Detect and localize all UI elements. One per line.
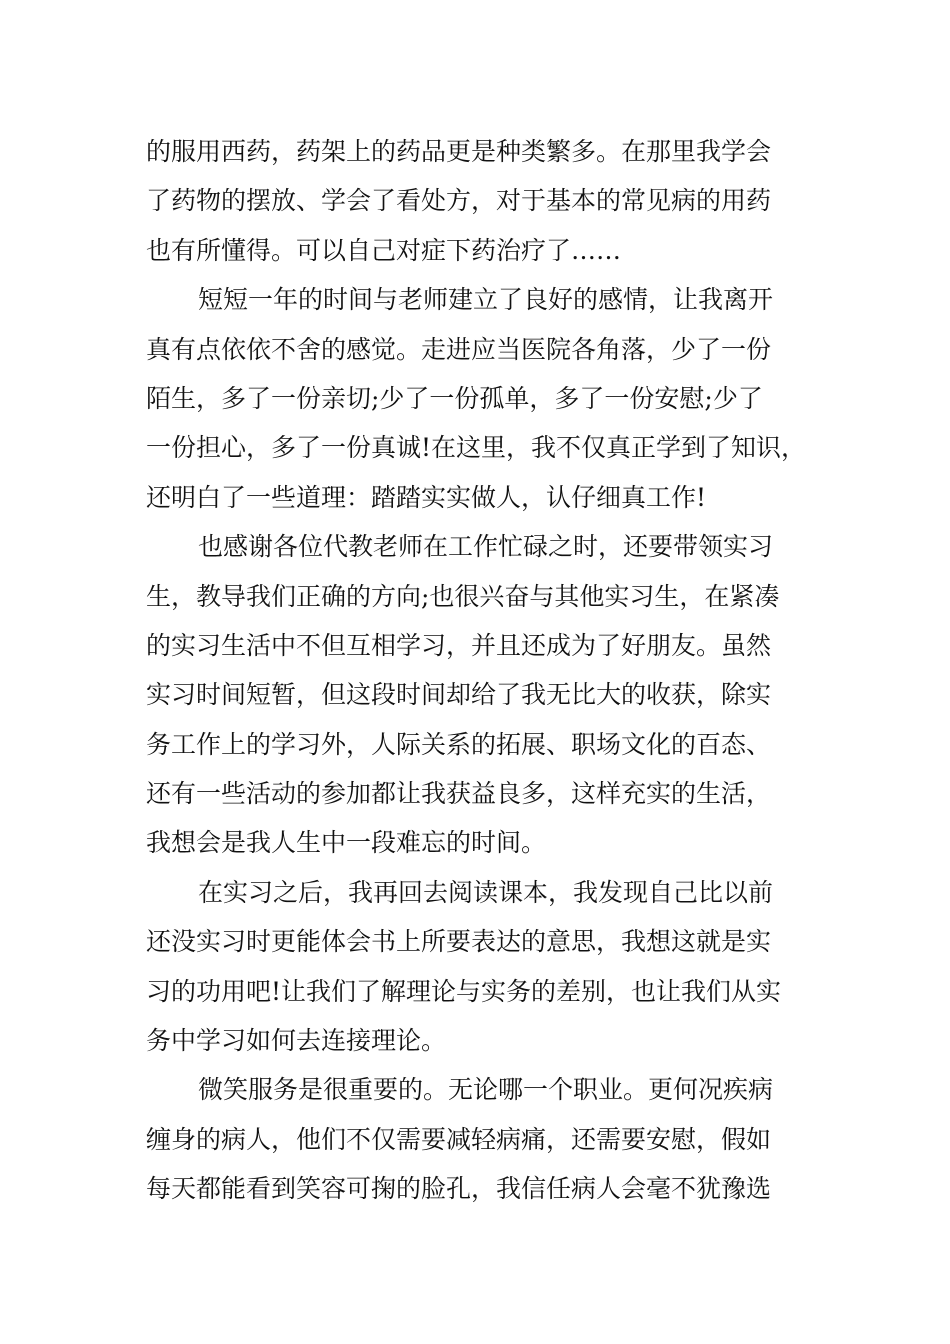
text-line: 陌生，多了一份亲切;少了一份孤单，多了一份安慰;少了 xyxy=(146,383,763,413)
text-line: 了药物的摆放、学会了看处方，对于基本的常见病的用药 xyxy=(146,186,772,216)
text-line: 生，教导我们正确的方向;也很兴奋与其他实习生，在紧凑 xyxy=(146,581,780,611)
text-line: 缠身的病人，他们不仅需要减轻病痛，还需要安慰，假如 xyxy=(146,1124,772,1154)
text-line: 务中学习如何去连接理论。 xyxy=(146,1026,447,1056)
text-line: 还有一些活动的参加都让我获益良多，这样充实的生活， xyxy=(146,779,772,809)
text-line: 的实习生活中不但互相学习，并且还成为了好朋友。虽然 xyxy=(146,630,772,660)
text-line: 也有所懂得。可以自己对症下药治疗了…… xyxy=(146,235,622,265)
text-line: 每天都能看到笑容可掬的脸孔，我信任病人会毫不犹豫选 xyxy=(146,1174,772,1204)
document-body xyxy=(146,127,826,1214)
text-line: 务工作上的学习外，人际关系的拓展、职场文化的百态、 xyxy=(146,729,772,759)
text-line: 真有点依依不舍的感觉。走进应当医院各角落，少了一份 xyxy=(146,334,772,364)
text-line: 的服用西药，药架上的药品更是种类繁多。在那里我学会 xyxy=(146,137,772,166)
paragraph-start-line: 短短一年的时间与老师建立了良好的感情，让我离开 xyxy=(198,285,774,315)
text-line: 还没实习时更能体会书上所要表达的意思，我想这就是实 xyxy=(146,927,772,957)
text-line: 还明白了一些道理：踏踏实实做人，认仔细真工作! xyxy=(146,482,707,512)
paragraph-start-line: 在实习之后，我再回去阅读课本，我发现自己比以前 xyxy=(198,877,774,907)
paragraph-start-line: 也感谢各位代教老师在工作忙碌之时，还要带领实习 xyxy=(198,532,774,562)
text-line: 我想会是我人生中一段难忘的时间。 xyxy=(146,828,547,858)
paragraph-start-line: 微笑服务是很重要的。无论哪一个职业。更何况疾病 xyxy=(198,1075,774,1105)
text-line: 实习时间短暂，但这段时间却给了我无比大的收获，除实 xyxy=(146,680,772,710)
text-line: 习的功用吧!让我们了解理论与实务的差别，也让我们从实 xyxy=(146,976,782,1006)
text-line: 一份担心，多了一份真诚!在这里，我不仅真正学到了知识， xyxy=(146,433,807,463)
